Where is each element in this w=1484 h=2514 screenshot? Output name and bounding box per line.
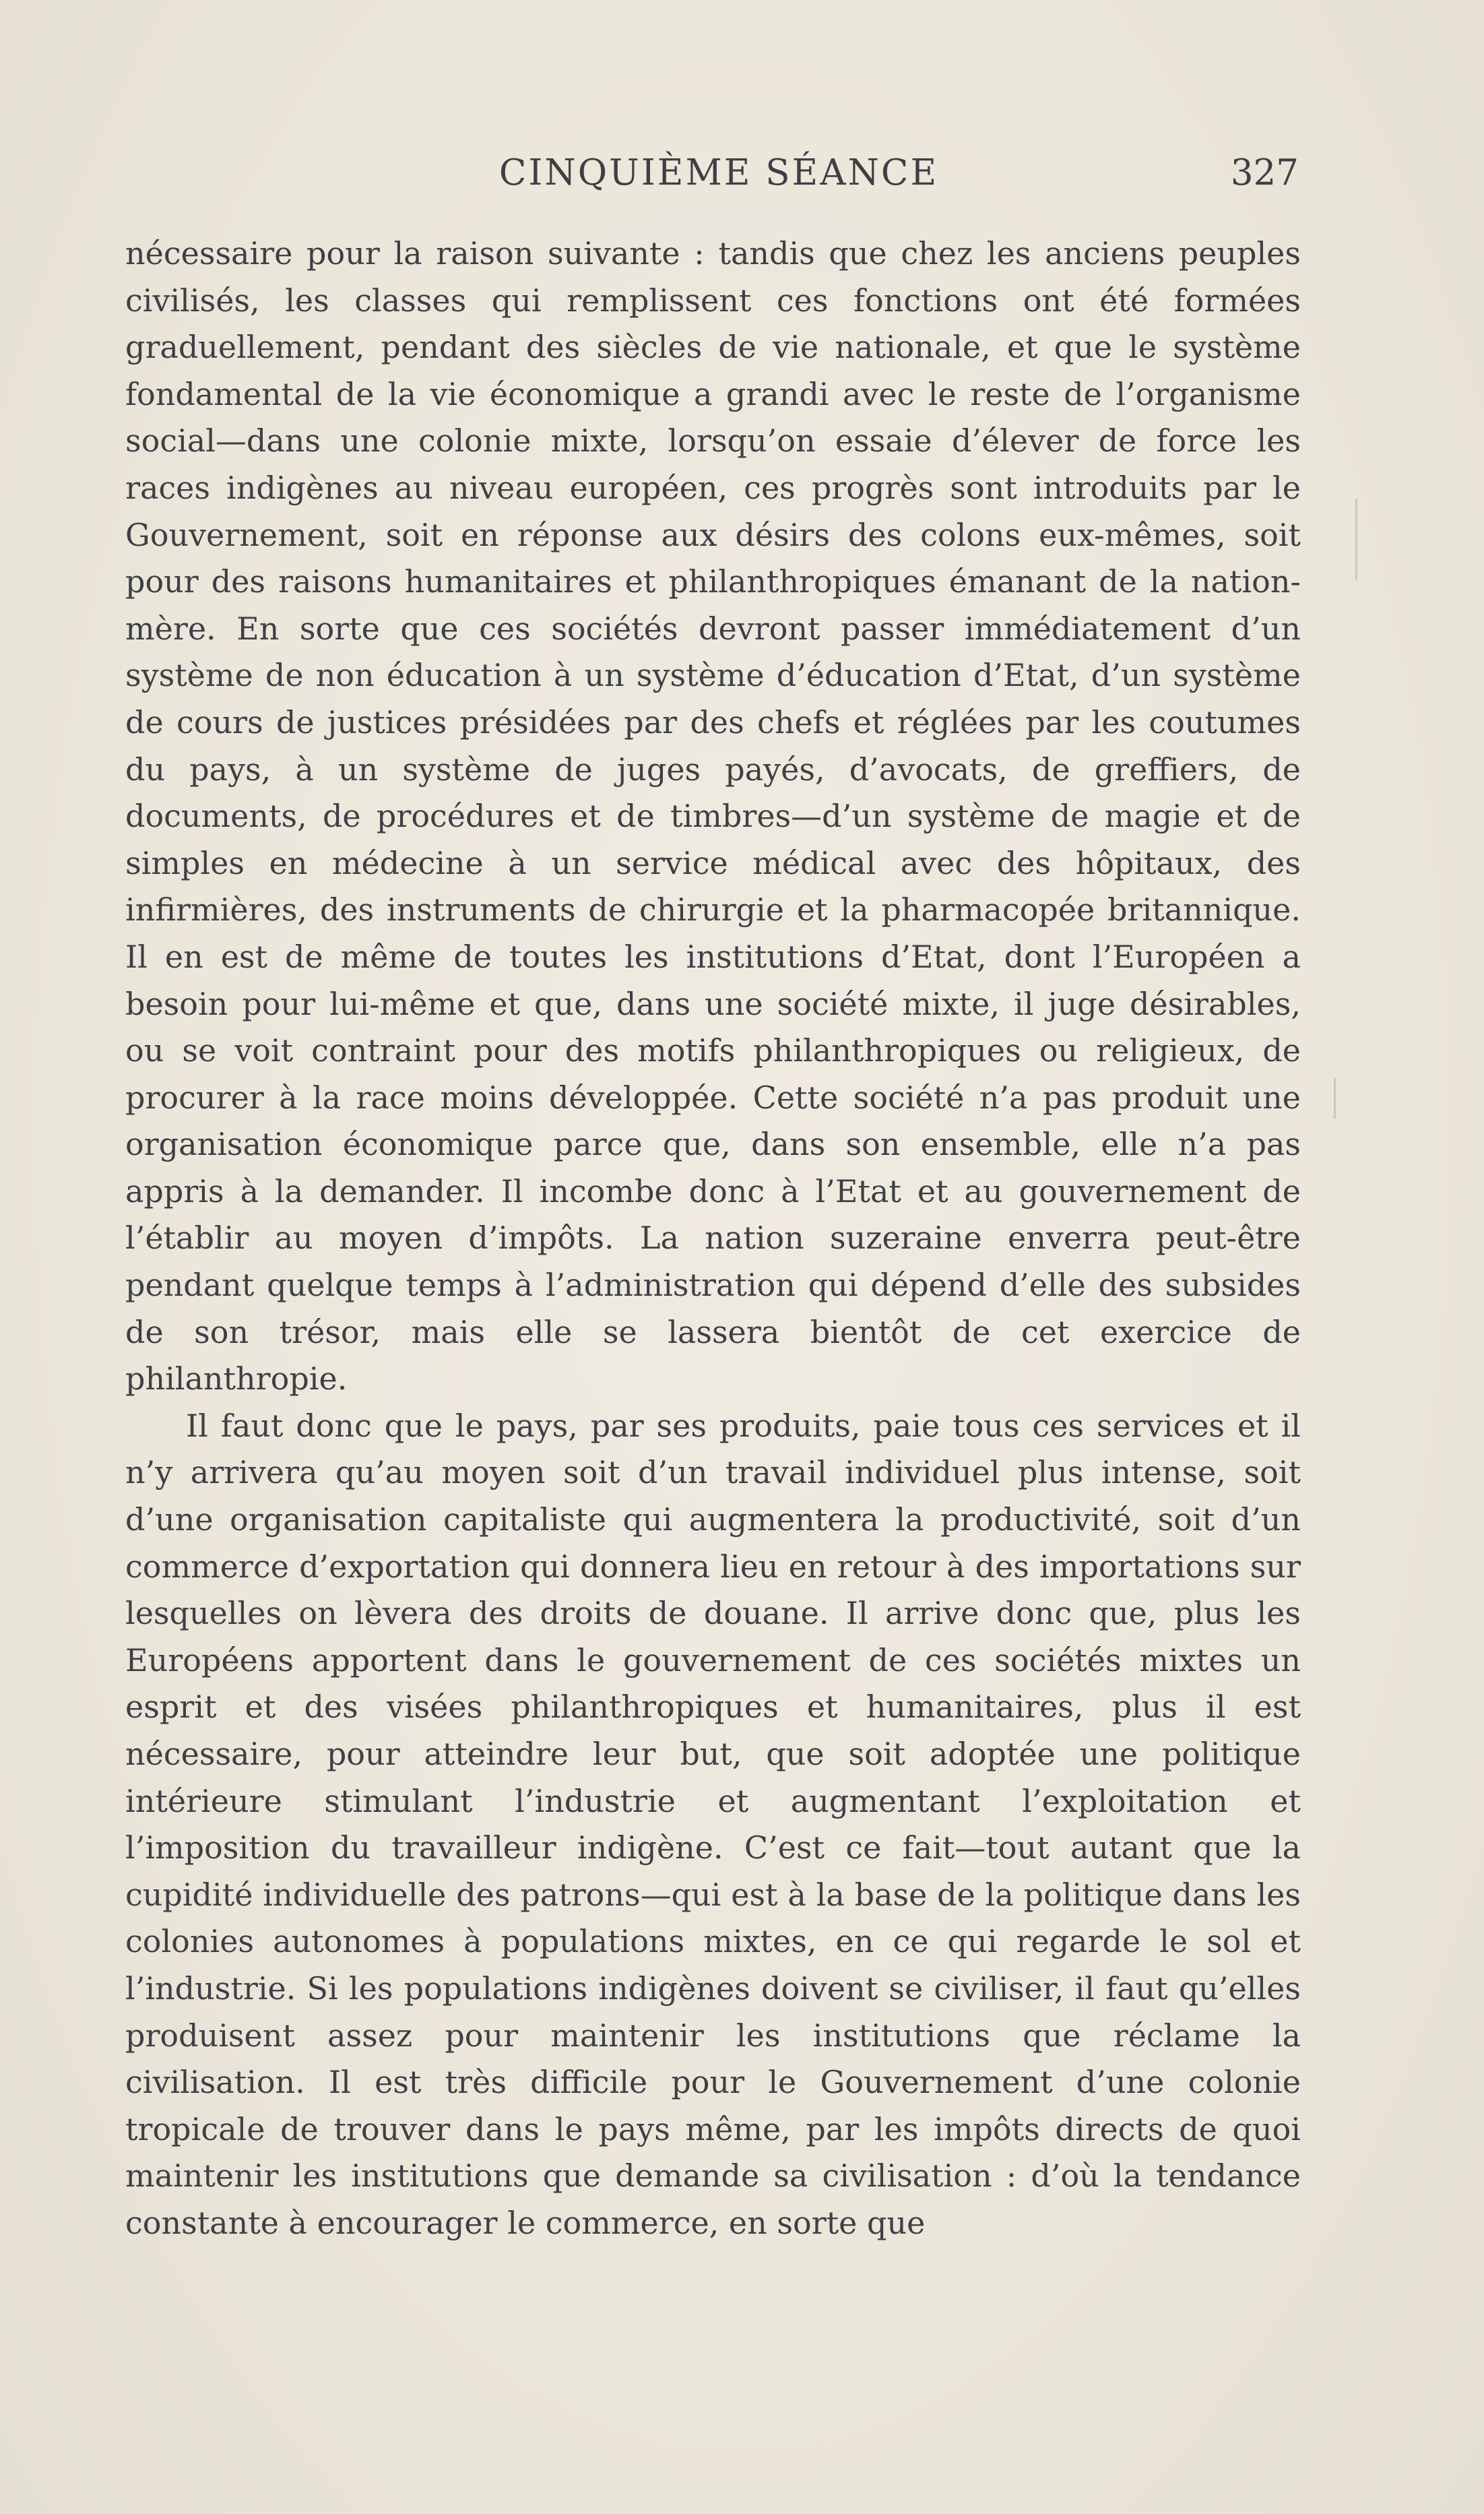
margin-pencil-mark — [1355, 499, 1357, 579]
paragraph-2: Il faut donc que le pays, par ses produits, paie tous ces services et il n’y arrivera qu’au moyen soit d’un travail individuel plus intense, soit d’une organisation capitaliste qui augmentera la productivité, soit d’un commerce d’exportation qui donnera lieu en retour à des importations sur lesquelles on lèvera des droits de douane. Il arrive donc que, plus les Européens apportent dans le gouvernement de ces sociétés mixtes un esprit et des visées philanthropiques et humanitaires, plus il est nécessaire, pour atteindre leur but, que soit adoptée une politique intérieure stimulant l’industrie et augmentant l’exploitation et l’imposition du travailleur indigène. C’est ce fait—tout autant que la cupidité individuelle des patrons—qui est à la base de la politique dans les colonies autonomes à populations mixtes, en ce qui regarde le sol et l’industrie. Si les populations indigènes doivent se civiliser, il faut qu’elles produisent assez pour maintenir les institutions que réclame la civilisation. Il est très difficile pour le Gouvernement d’une colonie tropicale de trouver dans le pays même, par les impôts directs de quoi maintenir les institutions que demande sa civilisation : d’où la tendance constante à encourager le commerce, en sorte que — [125, 1407, 1301, 2241]
running-title: CINQUIÈME SÉANCE — [498, 152, 939, 193]
page-header — [125, 152, 1312, 206]
body-text — [125, 230, 1301, 2247]
page-number: 327 — [1230, 152, 1299, 193]
margin-pencil-mark — [1334, 1078, 1336, 1119]
paragraph-1: nécessaire pour la raison suivante : tandis que chez les anciens peuples civilisés, les classes qui remplissent ces fonctions ont été formées graduellement, pendant des siècles de vie nationale, et que le système fondamental de la vie économique a grandi avec le reste de l’organisme social—dans une colonie mixte, lorsqu’on essaie d’élever de force les races indigènes au niveau européen, ces progrès sont introduits par le Gouvernement, soit en réponse aux désirs des colons eux-mêmes, soit pour des raisons humanitaires et philanthropiques émanant de la nation-mère. En sorte que ces sociétés devront passer immédiatement d’un système de non éducation à un système d’éducation d’Etat, d’un système de cours de justices présidées par des chefs et réglées par les coutumes du pays, à un système de juges payés, d’avocats, de greffiers, de documents, de procédures et de timbres—d’un système de magie et de simples en médecine à un service médical avec des hôpitaux, des infirmières, des instruments de chirurgie et la pharmacopée britannique. Il en est de même de toutes les institutions d’Etat, dont l’Européen a besoin pour lui-même et que, dans une société mixte, il juge désirables, ou se voit contraint pour des motifs philanthropiques ou religieux, de procurer à la race moins développée. Cette société n’a pas produit une organisation économique parce que, dans son ensemble, elle n’a pas appris à la demander. Il incombe donc à l’Etat et au gouvernement de l’établir au moyen d’impôts. La nation suzeraine enverra peut-être pendant quelque temps à l’administration qui dépend d’elle des subsides de son trésor, mais elle se lassera bientôt de cet exercice de philanthropie. — [125, 235, 1301, 1397]
